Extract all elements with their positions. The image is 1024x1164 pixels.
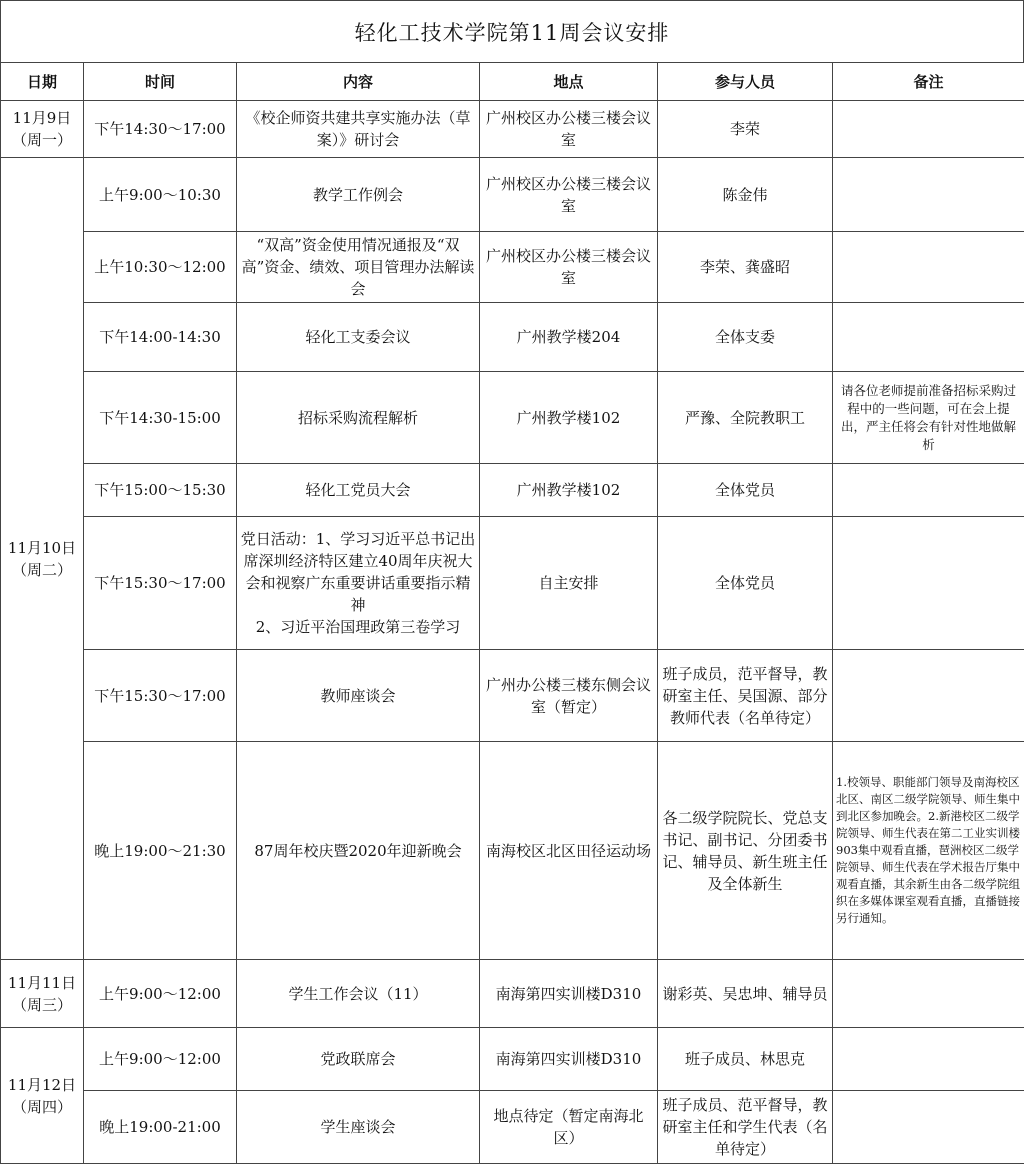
content-cell: 教学工作例会 [237,158,480,232]
remark-cell: 请各位老师提前准备招标采购过程中的一些问题，可在会上提出，严主任将会有针对性地做解析 [833,372,1024,464]
place-cell: 广州校区办公楼三楼会议室 [480,158,658,232]
content-cell: 学生工作会议（11） [237,960,480,1028]
people-cell: 班子成员，范平督导，教研室主任、吴国源、部分教师代表（名单待定） [658,650,833,742]
place-cell: 广州教学楼204 [480,303,658,372]
people-cell: 李荣 [658,101,833,158]
time-cell: 下午14:30-15:00 [84,372,237,464]
date-cell: 11月12日 （周四） [1,1028,84,1164]
people-cell: 谢彩英、吴忠坤、辅导员 [658,960,833,1028]
remark-cell [833,960,1024,1028]
content-cell: 党政联席会 [237,1028,480,1091]
table-row [1,1028,1024,1091]
table-row [1,464,1024,517]
time-cell: 晚上19:00～21:30 [84,742,237,960]
content-cell: 轻化工党员大会 [237,464,480,517]
remark-cell [833,303,1024,372]
remark-cell [833,1091,1024,1164]
remark-cell [833,101,1024,158]
table-row [1,303,1024,372]
place-cell: 南海第四实训楼D310 [480,960,658,1028]
table-row [1,1091,1024,1164]
people-cell: 严豫、全院教职工 [658,372,833,464]
time-cell: 下午15:00～15:30 [84,464,237,517]
people-cell: 陈金伟 [658,158,833,232]
people-cell: 李荣、龚盛昭 [658,232,833,303]
place-cell: 广州教学楼102 [480,372,658,464]
schedule-table [0,62,1024,1164]
people-cell: 全体支委 [658,303,833,372]
place-cell: 地点待定（暂定南海北区） [480,1091,658,1164]
remark-cell: 1.校领导、职能部门领导及南海校区北区、南区二级学院领导、师生集中到北区参加晚会。2.新港校区二级学院领导、师生代表在第二工业实训楼903集中观看直播，琶洲校区二级学院领导、师生代表在学术报告厅集中观看直播，其余新生由各二级学院组织在多媒体课室观看直播，直播链接另行通知。 [833,742,1024,960]
time-cell: 下午15:30～17:00 [84,650,237,742]
content-cell: 学生座谈会 [237,1091,480,1164]
remark-cell [833,1028,1024,1091]
header-date: 日期 [1,63,84,101]
table-row [1,232,1024,303]
date-cell: 11月9日 （周一） [1,101,84,158]
place-cell: 广州校区办公楼三楼会议室 [480,232,658,303]
table-row [1,517,1024,650]
date-cell: 11月10日 （周二） [1,158,84,960]
place-cell: 南海第四实训楼D310 [480,1028,658,1091]
table-row [1,101,1024,158]
remark-cell [833,232,1024,303]
table-row [1,960,1024,1028]
time-cell: 上午9:00～10:30 [84,158,237,232]
header-remark: 备注 [833,63,1024,101]
table-row [1,742,1024,960]
content-cell: 轻化工支委会议 [237,303,480,372]
remark-cell [833,517,1024,650]
time-cell: 下午14:00-14:30 [84,303,237,372]
people-cell: 班子成员、林思克 [658,1028,833,1091]
remark-cell [833,650,1024,742]
table-row [1,650,1024,742]
content-cell: 《校企师资共建共享实施办法（草案）》研讨会 [237,101,480,158]
time-cell: 下午15:30～17:00 [84,517,237,650]
people-cell: 全体党员 [658,517,833,650]
content-cell: 党日活动：1、学习习近平总书记出席深圳经济特区建立40周年庆祝大会和视察广东重要讲话重要指示精神 2、习近平治国理政第三卷学习 [237,517,480,650]
time-cell: 下午14:30～17:00 [84,101,237,158]
place-cell: 广州校区办公楼三楼会议室 [480,101,658,158]
place-cell: 广州教学楼102 [480,464,658,517]
time-cell: 上午9:00～12:00 [84,1028,237,1091]
place-cell: 广州办公楼三楼东侧会议室（暂定） [480,650,658,742]
header-row [1,63,1024,101]
remark-cell [833,158,1024,232]
time-cell: 上午9:00～12:00 [84,960,237,1028]
people-cell: 全体党员 [658,464,833,517]
place-cell: 南海校区北区田径运动场 [480,742,658,960]
place-cell: 自主安排 [480,517,658,650]
header-time: 时间 [84,63,237,101]
date-cell: 11月11日 （周三） [1,960,84,1028]
content-cell: “双高”资金使用情况通报及“双高”资金、绩效、项目管理办法解读会 [237,232,480,303]
remark-cell [833,464,1024,517]
table-row [1,158,1024,232]
content-cell: 教师座谈会 [237,650,480,742]
header-content: 内容 [237,63,480,101]
header-people: 参与人员 [658,63,833,101]
page-title: 轻化工技术学院第11周会议安排 [0,0,1024,62]
header-place: 地点 [480,63,658,101]
people-cell: 班子成员、范平督导，教研室主任和学生代表（名单待定） [658,1091,833,1164]
people-cell: 各二级学院院长、党总支书记、副书记、分团委书记、辅导员、新生班主任及全体新生 [658,742,833,960]
time-cell: 晚上19:00-21:00 [84,1091,237,1164]
content-cell: 招标采购流程解析 [237,372,480,464]
content-cell: 87周年校庆暨2020年迎新晚会 [237,742,480,960]
table-row [1,372,1024,464]
time-cell: 上午10:30～12:00 [84,232,237,303]
